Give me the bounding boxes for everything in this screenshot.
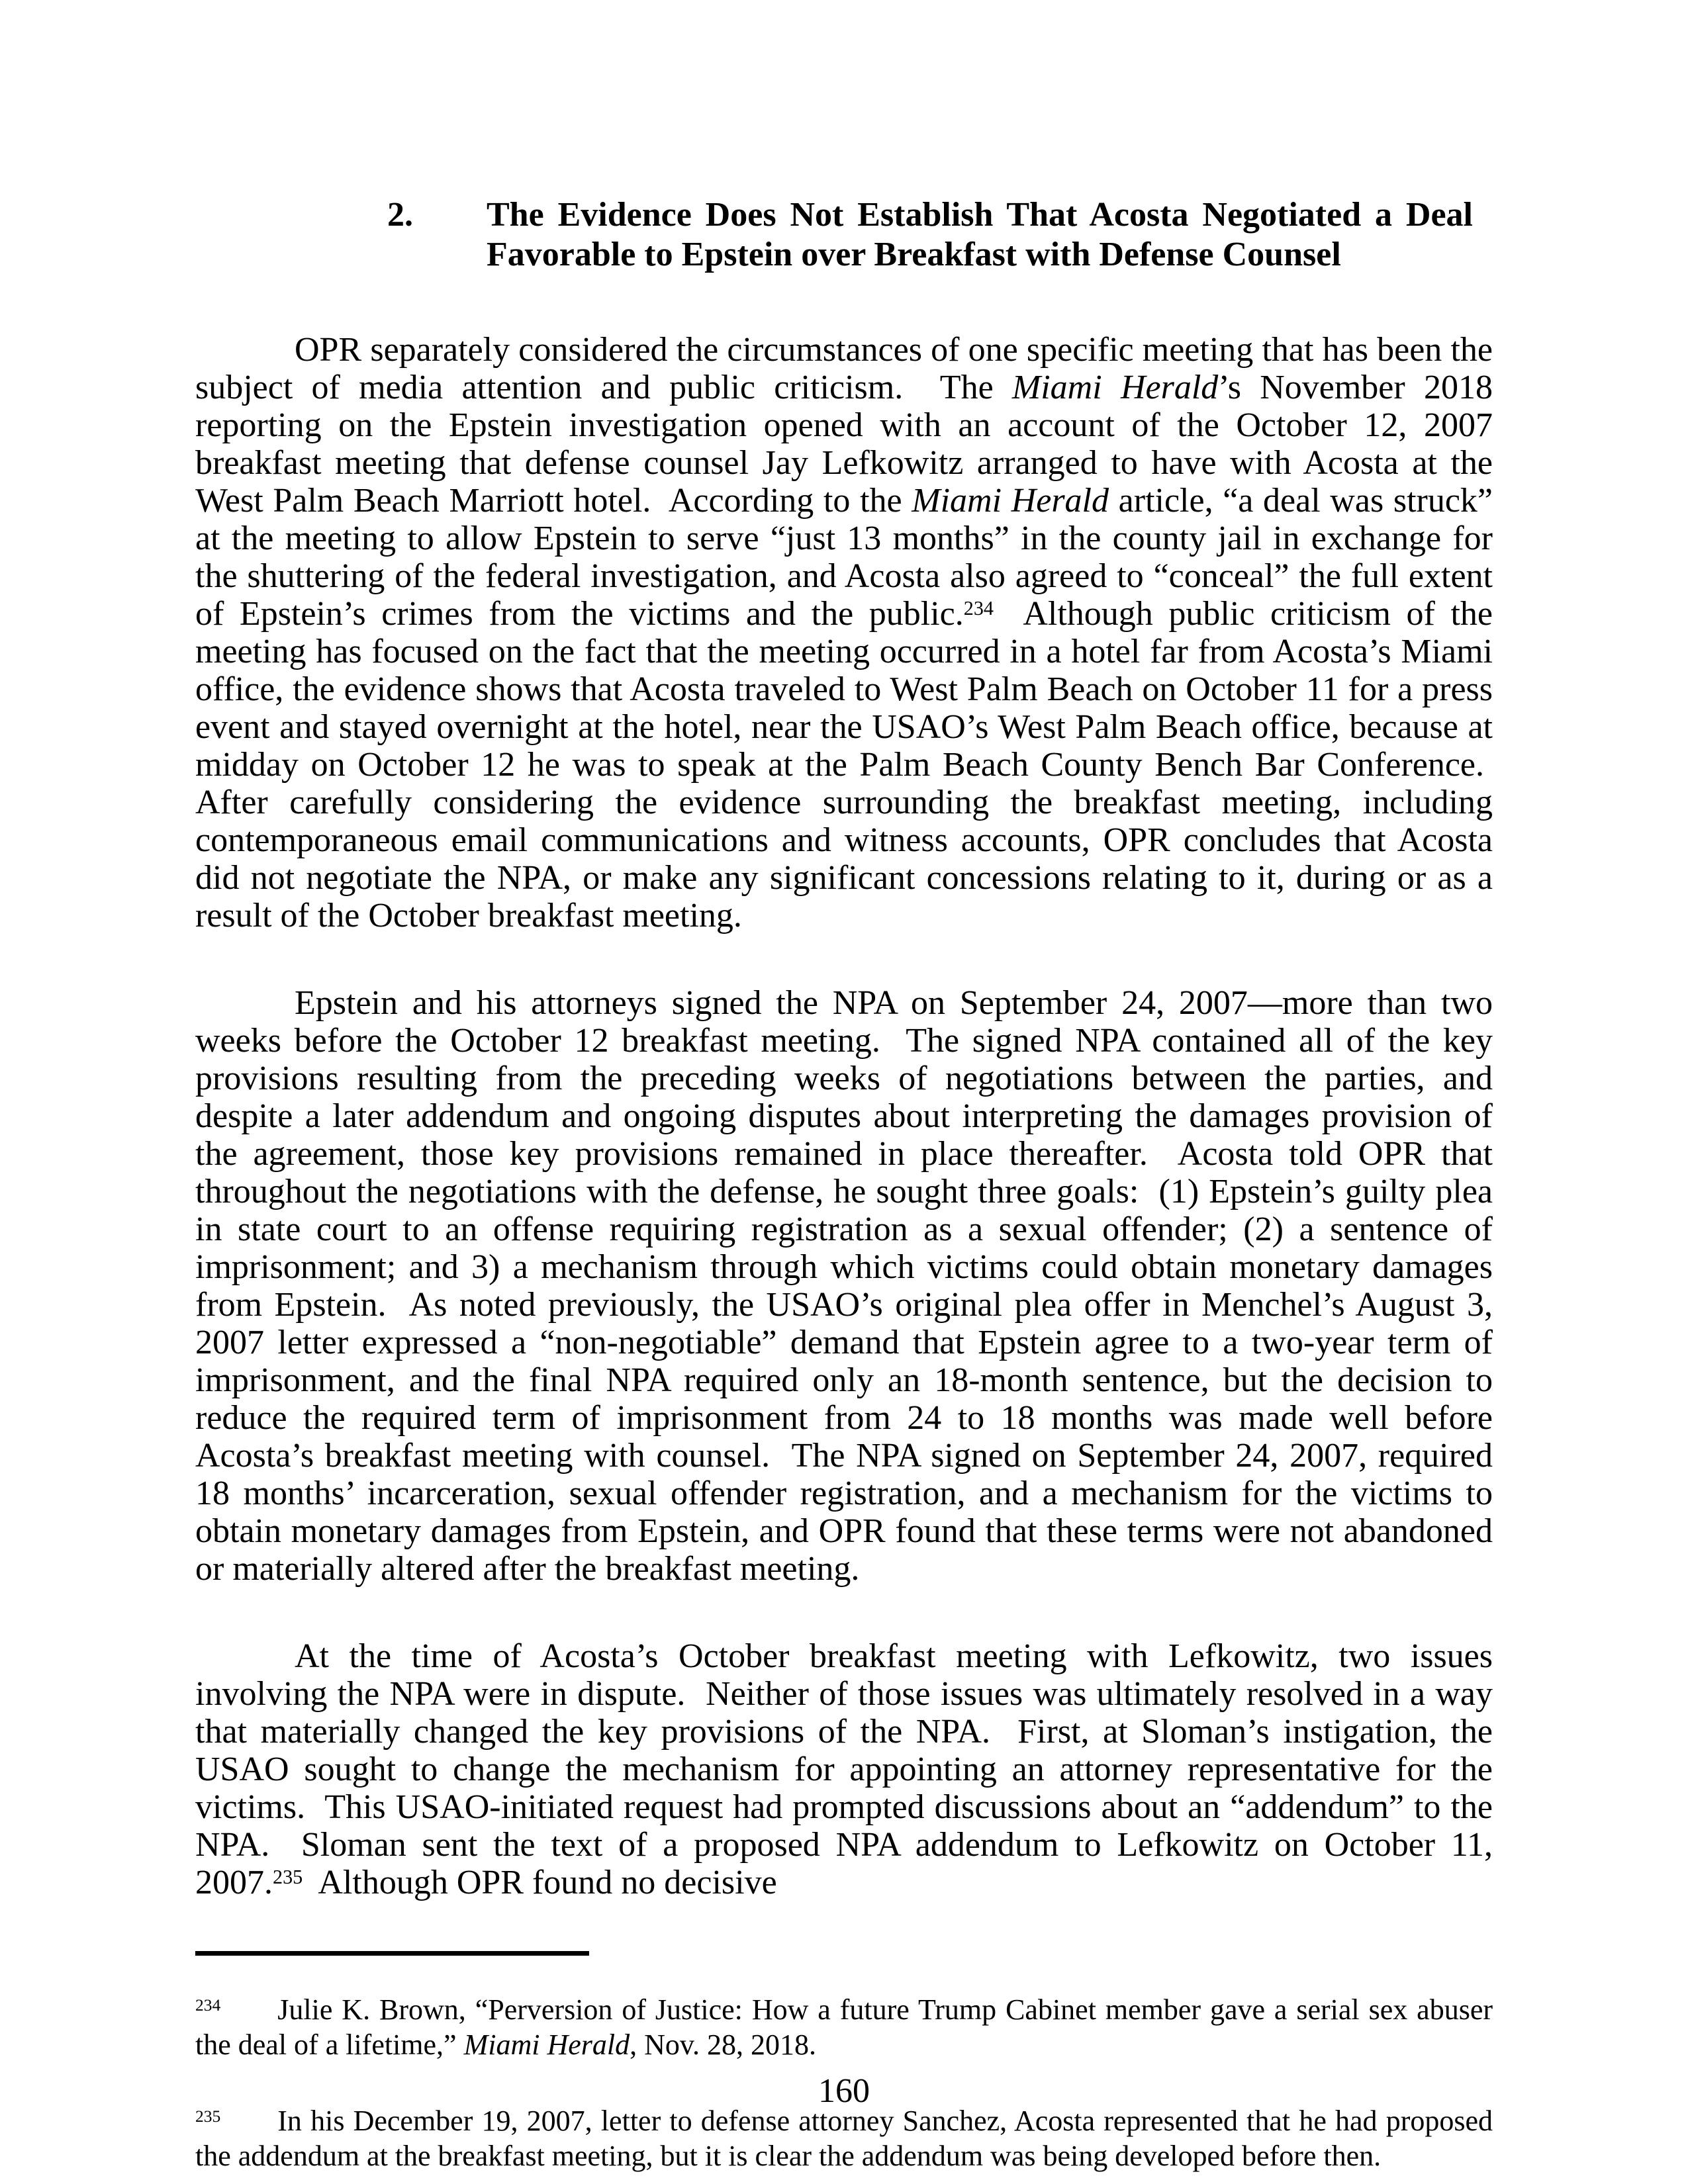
footnote-separator xyxy=(195,1951,589,1956)
section-number: 2. xyxy=(387,196,413,234)
section-heading-line1: The Evidence Does Not Establish That Acosta Negotiated a Deal xyxy=(487,196,1473,234)
page-number: 160 xyxy=(818,2072,870,2110)
section-heading-line2: Favorable to Epstein over Breakfast with Defense Counsel xyxy=(487,236,1341,273)
footnote-number: 235 xyxy=(195,2107,221,2126)
footnote-text: Julie K. Brown, “Perversion of Justice: How a future Trump Cabinet member gave a serial sex abuser the deal of a lifetime,” Miami Herald, Nov. 28, 2018. xyxy=(195,1993,1493,2061)
section-heading-text xyxy=(487,195,1473,275)
footnote-234 xyxy=(195,1992,1493,2062)
paragraph-2: Epstein and his attorneys signed the NPA on September 24, 2007—more than two weeks before the October 12 breakfast meeting. The signed NPA contained all of the key provisions resulting from the preceding weeks of negotiations between the parties, and despite a later addendum and ongoing disputes about interpreting the damages provision of the agreement, those key provisions remained in place thereafter. Acosta told OPR that throughout the negotiations with the defense, he sought three goals: (1) Epstein’s guilty plea in state court to an offense requiring registration as a sexual offender; (2) a sentence of imprisonment; and 3) a mechanism through which victims could obtain monetary damages from Epstein. As noted previously, the USAO’s original plea offer in Menchel’s August 3, 2007 letter expressed a “non-negotiable” demand that Epstein agree to a two-year term of imprisonment, and the final NPA required only an 18-month sentence, but the decision to reduce the required term of imprisonment from 24 to 18 months was made well before Acosta’s breakfast meeting with counsel. The NPA signed on September 24, 2007, required 18 months’ incarceration, sexual offender registration, and a mechanism for the victims to obtain monetary damages from Epstein, and OPR found that these terms were not abandoned or materially altered after the breakfast meeting. xyxy=(195,984,1493,1588)
footnote-235 xyxy=(195,2103,1493,2173)
section-heading xyxy=(387,195,1493,275)
paragraph-3: At the time of Acosta’s October breakfast meeting with Lefkowitz, two issues involving the NPA were in dispute. Neither of those issues was ultimately resolved in a way that materially changed the key provisions of the NPA. First, at Sloman’s instigation, the USAO sought to change the mechanism for appointing an attorney representative for the victims. This USAO-initiated request had prompted discussions about an “addendum” to the NPA. Sloman sent the text of a proposed NPA addendum to Lefkowitz on October 11, 2007.$^{235}$ Although OPR found no decisive xyxy=(195,1637,1493,1901)
paragraph-1: OPR separately considered the circumstances of one specific meeting that has been the subject of media attention and public criticism. The Miami Herald’s November 2018 reporting on the Epstein investigation opened with an account of the October 12, 2007 breakfast meeting that defense counsel Jay Lefkowitz arranged to have with Acosta at the West Palm Beach Marriott hotel. According to the Miami Herald article, “a deal was struck” at the meeting to allow Epstein to serve “just 13 months” in the county jail in exchange for the shuttering of the federal investigation, and Acosta also agreed to “conceal” the full extent of Epstein’s crimes from the victims and the public.$^{234}$ Although public criticism of the meeting has focused on the fact that the meeting occurred in a hotel far from Acosta’s Miami office, the evidence shows that Acosta traveled to West Palm Beach on October 11 for a press event and stayed overnight at the hotel, near the USAO’s West Palm Beach office, because at midday on October 12 he was to speak at the Palm Beach County Bench Bar Conference. After carefully considering the evidence surrounding the breakfast meeting, including contemporaneous email communications and witness accounts, OPR concludes that Acosta did not negotiate the NPA, or make any significant concessions relating to it, during or as a result of the October breakfast meeting. xyxy=(195,331,1493,934)
footnote-number: 234 xyxy=(195,1995,221,2015)
footnote-text: In his December 19, 2007, letter to defense attorney Sanchez, Acosta represented that he had proposed the addendum at the breakfast meeting, but it is clear the addendum was being developed before then. xyxy=(195,2105,1493,2172)
